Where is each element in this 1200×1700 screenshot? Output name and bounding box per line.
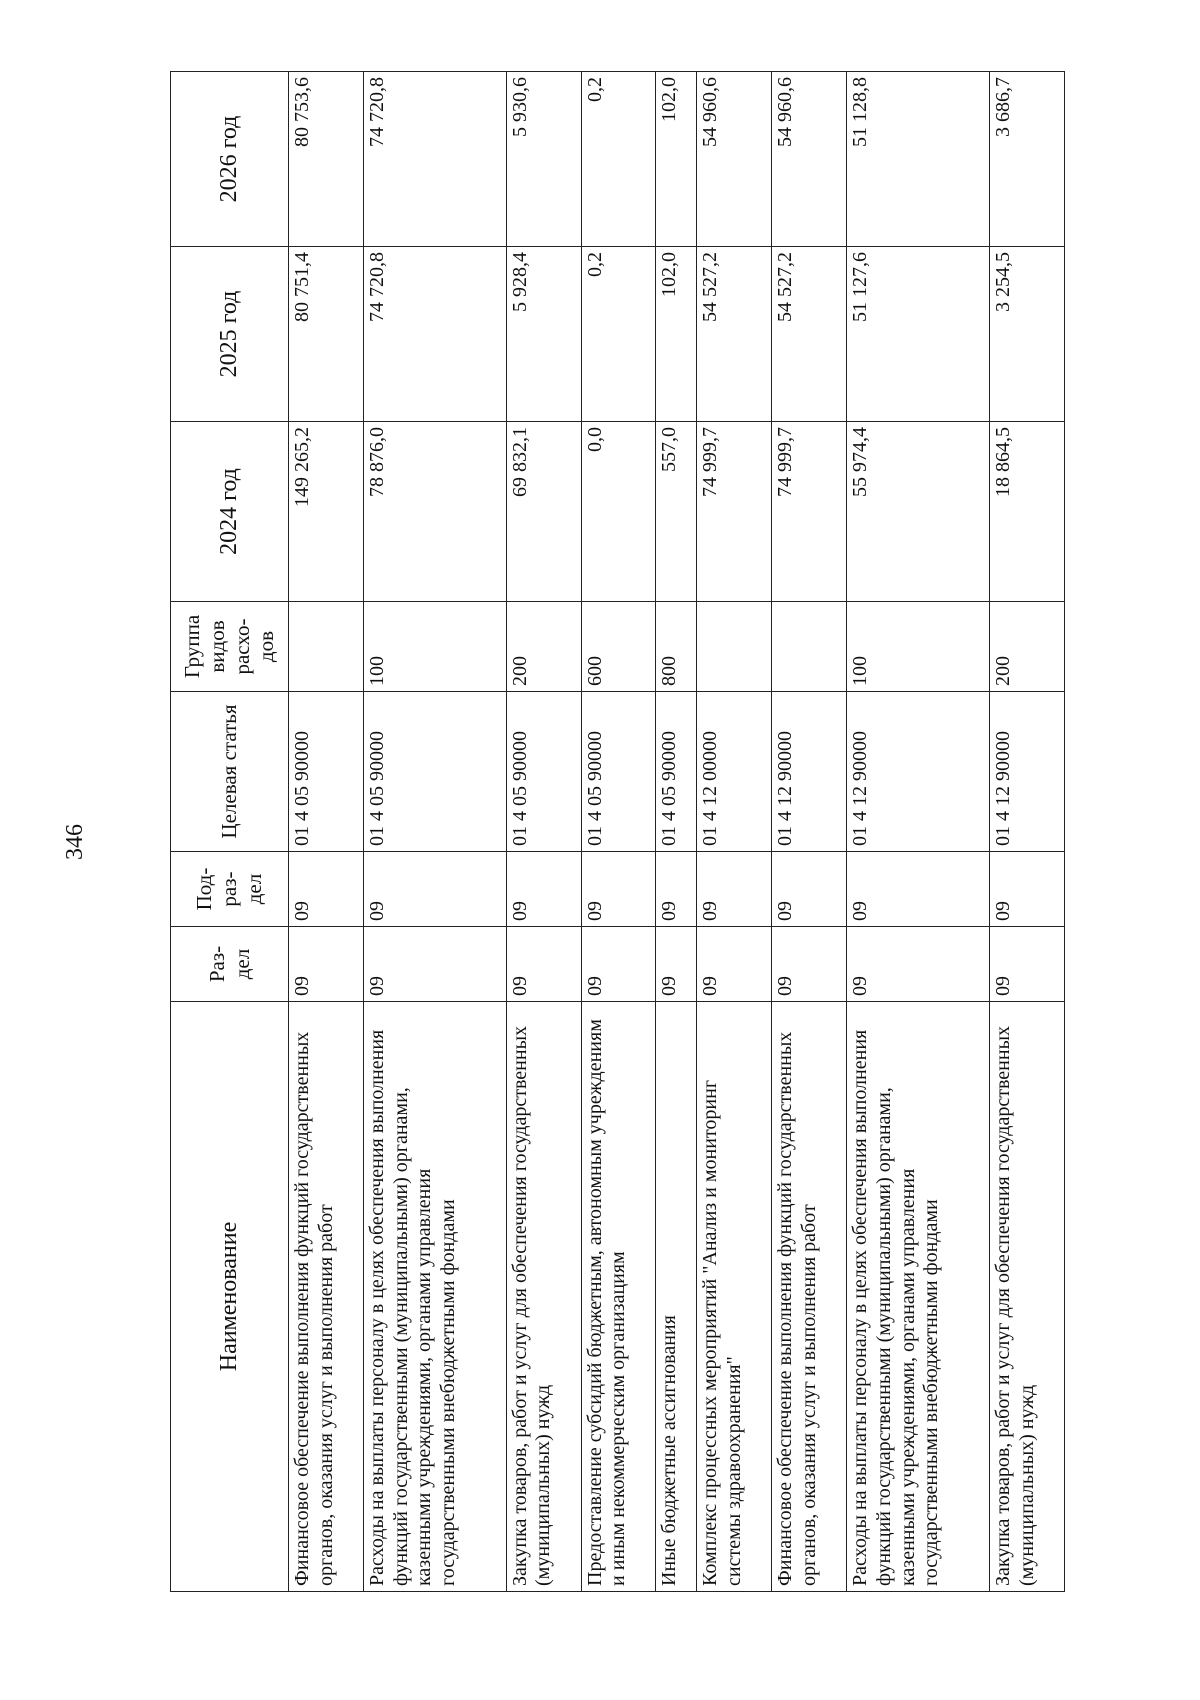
table-row [289, 72, 364, 1592]
row-razdel: 09 [990, 927, 1065, 1002]
row-podrazdel: 09 [697, 852, 772, 927]
row-celevaya: 01 4 05 90000 [289, 692, 364, 852]
row-razdel: 09 [772, 927, 847, 1002]
row-razdel: 09 [581, 927, 656, 1002]
row-gruppa: 200 [506, 602, 581, 692]
row-2025: 0,2 [581, 247, 656, 422]
row-name: Предоставление субсидий бюджетным, автономным учреждениям и иным некоммерческим организациям [581, 1002, 656, 1592]
row-razdel: 09 [506, 927, 581, 1002]
row-2026: 74 720,8 [363, 72, 506, 247]
row-gruppa: 600 [581, 602, 656, 692]
row-2026: 0,2 [581, 72, 656, 247]
row-celevaya: 01 4 12 00000 [697, 692, 772, 852]
row-2024: 0,0 [581, 422, 656, 602]
table-row [656, 72, 697, 1592]
row-gruppa [289, 602, 364, 692]
table-row [363, 72, 506, 1592]
row-2025: 54 527,2 [697, 247, 772, 422]
row-2024: 149 265,2 [289, 422, 364, 602]
header-row [171, 72, 289, 1592]
row-gruppa [772, 602, 847, 692]
row-name: Расходы на выплаты персоналу в целях обеспечения выполнения функций государственными (муниципальными) органами, казенными учреждениями, органами управления государственными внебюджетными фондами [847, 1002, 990, 1592]
row-name: Расходы на выплаты персоналу в целях обеспечения выполнения функций государственными (муниципальными) органами, казенными учреждениями, органами управления государственными внебюджетными фондами [363, 1002, 506, 1592]
row-2026: 5 930,6 [506, 72, 581, 247]
row-gruppa: 200 [990, 602, 1065, 692]
row-gruppa: 100 [847, 602, 990, 692]
row-celevaya: 01 4 12 90000 [990, 692, 1065, 852]
row-2026: 54 960,6 [697, 72, 772, 247]
row-2026: 51 128,8 [847, 72, 990, 247]
row-2025: 102,0 [656, 247, 697, 422]
row-name: Финансовое обеспечение выполнения функций государственных органов, оказания услуг и выполнения работ [772, 1002, 847, 1592]
row-2024: 74 999,7 [697, 422, 772, 602]
budget-table [170, 71, 1065, 1592]
row-name: Закупка товаров, работ и услуг для обеспечения государственных (муниципальных) нужд [990, 1002, 1065, 1592]
row-celevaya: 01 4 12 90000 [847, 692, 990, 852]
row-celevaya: 01 4 05 90000 [581, 692, 656, 852]
rotated-table-container [170, 72, 1065, 1592]
row-2024: 69 832,1 [506, 422, 581, 602]
row-podrazdel: 09 [581, 852, 656, 927]
table-row [847, 72, 990, 1592]
row-gruppa: 100 [363, 602, 506, 692]
header-gruppa: Группа видов расхо-дов [171, 602, 289, 692]
row-celevaya: 01 4 05 90000 [506, 692, 581, 852]
row-gruppa [697, 602, 772, 692]
row-name: Финансовое обеспечение выполнения функций государственных органов, оказания услуг и выполнения работ [289, 1002, 364, 1592]
row-podrazdel: 09 [363, 852, 506, 927]
row-podrazdel: 09 [289, 852, 364, 927]
header-2025: 2025 год [171, 247, 289, 422]
header-name: Наименование [171, 1002, 289, 1592]
row-podrazdel: 09 [506, 852, 581, 927]
row-podrazdel: 09 [772, 852, 847, 927]
row-celevaya: 01 4 05 90000 [363, 692, 506, 852]
table-row [581, 72, 656, 1592]
row-razdel: 09 [697, 927, 772, 1002]
header-celevaya: Целевая статья [171, 692, 289, 852]
row-2025: 54 527,2 [772, 247, 847, 422]
row-celevaya: 01 4 12 90000 [772, 692, 847, 852]
row-2026: 102,0 [656, 72, 697, 247]
row-2025: 3 254,5 [990, 247, 1065, 422]
row-2024: 78 876,0 [363, 422, 506, 602]
header-2024: 2024 год [171, 422, 289, 602]
header-podrazdel: Под-раз-дел [171, 852, 289, 927]
row-2025: 5 928,4 [506, 247, 581, 422]
row-name: Иные бюджетные ассигнования [656, 1002, 697, 1592]
row-podrazdel: 09 [847, 852, 990, 927]
row-2024: 18 864,5 [990, 422, 1065, 602]
row-2025: 80 751,4 [289, 247, 364, 422]
row-razdel: 09 [656, 927, 697, 1002]
table-row [990, 72, 1065, 1592]
table-row [772, 72, 847, 1592]
row-2025: 51 127,6 [847, 247, 990, 422]
row-razdel: 09 [847, 927, 990, 1002]
row-2026: 54 960,6 [772, 72, 847, 247]
header-razdel: Раз-дел [171, 927, 289, 1002]
header-2026: 2026 год [171, 72, 289, 247]
row-2024: 74 999,7 [772, 422, 847, 602]
table-row [506, 72, 581, 1592]
table-row [697, 72, 772, 1592]
row-2024: 557,0 [656, 422, 697, 602]
row-gruppa: 800 [656, 602, 697, 692]
row-name: Комплекс процессных мероприятий "Анализ и мониторинг системы здравоохранения" [697, 1002, 772, 1592]
row-podrazdel: 09 [990, 852, 1065, 927]
row-name: Закупка товаров, работ и услуг для обеспечения государственных (муниципальных) нужд [506, 1002, 581, 1592]
row-razdel: 09 [363, 927, 506, 1002]
row-2026: 3 686,7 [990, 72, 1065, 247]
row-2026: 80 753,6 [289, 72, 364, 247]
row-celevaya: 01 4 05 90000 [656, 692, 697, 852]
row-2025: 74 720,8 [363, 247, 506, 422]
row-razdel: 09 [289, 927, 364, 1002]
page-number: 346 [62, 824, 88, 860]
row-2024: 55 974,4 [847, 422, 990, 602]
row-podrazdel: 09 [656, 852, 697, 927]
